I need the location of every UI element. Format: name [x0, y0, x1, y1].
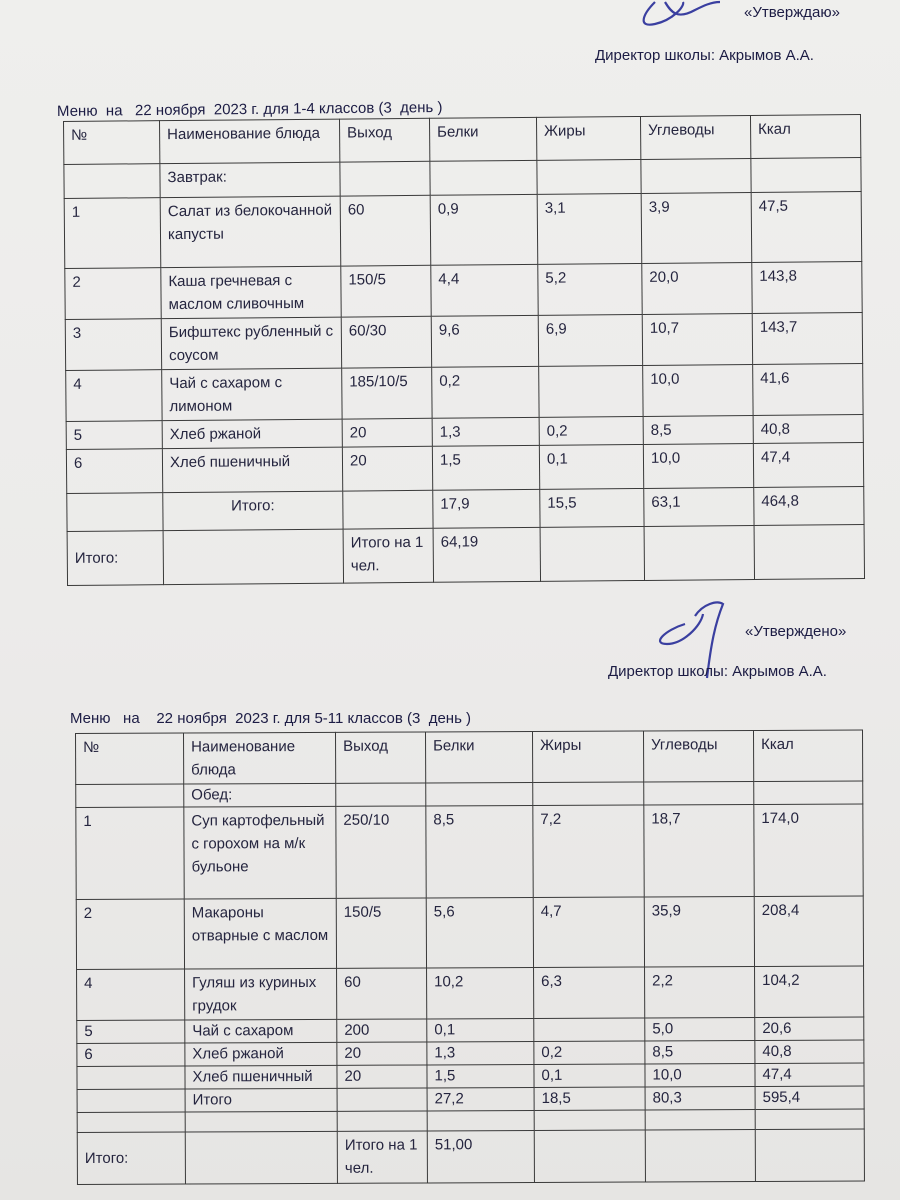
cell-protein: 8,5 — [426, 806, 533, 898]
cell-protein: 1,3 — [432, 417, 539, 446]
cell-dish: Хлеб ржаной — [185, 1042, 337, 1066]
cell-dish: Хлеб пшеничный — [185, 1065, 337, 1089]
menu-title-2: Меню на 22 ноября 2023 г. для 5-11 классов (3 день ) — [70, 710, 472, 727]
menu-table-1 — [63, 114, 865, 586]
approval-label-1: «Утверждаю» — [744, 4, 840, 21]
cell-carbs: 3,9 — [641, 192, 752, 263]
director-line-2: Директор школы: Акрымов А.А. — [608, 663, 827, 680]
cell-kcal: 20,6 — [755, 1017, 864, 1040]
meal-label: Обед: — [184, 783, 336, 807]
cell-yield: 20 — [337, 1042, 427, 1065]
cell-carbs: 20,0 — [642, 262, 752, 314]
cell-number: 1 — [76, 807, 184, 899]
cell-protein: 4,4 — [431, 264, 538, 316]
header-protein: Белки — [429, 117, 536, 161]
meal-row — [76, 781, 863, 807]
header-number: № — [76, 733, 184, 784]
header-carbs: Углеводы — [643, 731, 753, 782]
footer-label: Итого: — [77, 1132, 185, 1184]
total-carbs: 63,1 — [644, 487, 754, 526]
cell-yield: 20 — [342, 418, 432, 447]
header-yield: Выход — [335, 732, 425, 783]
cell-dish: Чай с сахаром — [185, 1019, 337, 1043]
signature-1 — [625, 0, 745, 40]
cell-dish: Каша гречневая с маслом сливочным — [161, 266, 341, 319]
header-number: № — [64, 121, 160, 165]
cell-fat: 0,1 — [539, 444, 643, 489]
cell-number: 4 — [77, 969, 185, 1020]
cell-dish: Салат из белокочанной капусты — [160, 196, 341, 268]
cell-carbs: 5,0 — [645, 1018, 755, 1041]
table-row — [65, 262, 862, 320]
per-person-label: Итого на 1 чел. — [337, 1131, 427, 1183]
footer-label: Итого: — [67, 531, 163, 586]
cell-yield: 60/30 — [341, 316, 431, 368]
footer-row — [77, 1129, 864, 1184]
cell-kcal: 47,4 — [755, 1063, 864, 1086]
cell-fat: 3,1 — [537, 193, 642, 264]
cell-protein: 1,5 — [427, 1065, 534, 1088]
cell-number: 1 — [64, 198, 161, 269]
total-label: Итого: — [163, 491, 343, 531]
table-row — [77, 1040, 864, 1066]
cell-number — [77, 1066, 185, 1089]
per-person-value: 64,19 — [433, 527, 540, 582]
cell-carbs: 35,9 — [644, 897, 754, 967]
total-kcal: 464,8 — [754, 487, 864, 526]
table-row — [76, 896, 863, 969]
menu-title-1: Меню на 22 ноября 2023 г. для 1-4 классов (3 день ) — [56, 98, 443, 121]
cell-yield: 200 — [337, 1019, 427, 1042]
cell-number: 6 — [77, 1043, 185, 1066]
cell-number: 5 — [77, 1020, 185, 1043]
total-carbs: 80,3 — [645, 1087, 755, 1110]
cell-protein: 0,9 — [430, 194, 538, 265]
cell-yield: 250/10 — [336, 806, 426, 898]
header-kcal: Ккал — [750, 115, 860, 159]
cell-kcal: 40,8 — [755, 1040, 864, 1063]
table-row — [77, 1017, 864, 1043]
cell-fat: 5,2 — [538, 263, 642, 315]
approval-label-2: «Утверждено» — [745, 623, 847, 640]
meal-label: Завтрак: — [160, 162, 340, 198]
cell-dish: Чай с сахаром с лимоном — [162, 368, 342, 421]
cell-kcal: 104,2 — [755, 966, 864, 1017]
table-row — [77, 1063, 864, 1089]
cell-kcal: 174,0 — [754, 804, 863, 896]
cell-kcal: 41,6 — [753, 364, 863, 416]
header-fat: Жиры — [536, 116, 640, 160]
table-row — [66, 364, 863, 422]
total-fat: 18,5 — [534, 1087, 645, 1110]
cell-protein: 1,3 — [427, 1042, 534, 1065]
header-fat: Жиры — [532, 731, 643, 782]
cell-protein: 5,6 — [426, 898, 533, 968]
cell-number: 2 — [65, 268, 161, 320]
cell-yield: 60 — [337, 968, 427, 1019]
cell-protein: 9,6 — [431, 315, 538, 367]
cell-carbs: 18,7 — [644, 805, 754, 897]
cell-kcal: 143,8 — [752, 262, 862, 314]
cell-fat: 4,7 — [533, 897, 644, 967]
cell-number: 4 — [66, 370, 162, 422]
cell-dish: Макароны отварные с маслом — [184, 898, 336, 969]
header-yield: Выход — [339, 118, 429, 162]
table-header-row — [64, 115, 861, 165]
cell-number: 6 — [66, 449, 162, 494]
cell-dish: Хлеб ржаной — [162, 419, 342, 449]
total-row — [77, 1086, 864, 1112]
total-fat: 15,5 — [540, 488, 644, 527]
cell-number: 2 — [76, 899, 184, 969]
table-row — [65, 313, 862, 371]
cell-kcal: 143,7 — [752, 313, 862, 365]
cell-dish: Хлеб пшеничный — [162, 447, 342, 493]
cell-carbs: 2,2 — [645, 967, 755, 1018]
cell-yield: 20 — [342, 446, 432, 491]
table-row — [66, 443, 863, 494]
header-kcal: Ккал — [753, 730, 862, 781]
table-row — [77, 966, 864, 1020]
per-person-value: 51,00 — [427, 1131, 534, 1183]
total-label: Итого — [185, 1088, 337, 1112]
cell-carbs: 10,0 — [643, 364, 753, 416]
cell-fat: 0,2 — [539, 416, 643, 445]
table-row — [64, 192, 862, 269]
cell-protein: 1,5 — [432, 445, 539, 490]
header-protein: Белки — [425, 732, 532, 783]
cell-yield: 150/5 — [341, 265, 431, 317]
menu-table-2 — [75, 730, 865, 1185]
cell-yield: 20 — [337, 1065, 427, 1088]
header-dish-name: Наименование блюда — [184, 732, 336, 784]
cell-carbs: 10,0 — [643, 443, 753, 488]
footer-row — [67, 525, 864, 586]
cell-dish: Суп картофельный с горохом на м/к бульоне — [184, 806, 336, 899]
cell-number: 3 — [65, 319, 161, 371]
header-carbs: Углеводы — [640, 116, 750, 160]
cell-protein: 0,1 — [427, 1019, 534, 1042]
total-protein: 17,9 — [433, 489, 540, 528]
cell-fat: 6,3 — [534, 967, 645, 1018]
cell-kcal: 47,5 — [751, 192, 862, 263]
cell-yield: 60 — [340, 195, 431, 266]
cell-dish: Гуляш из куриных грудок — [185, 968, 337, 1020]
cell-fat — [534, 1018, 645, 1041]
cell-carbs: 10,0 — [645, 1064, 755, 1087]
cell-fat: 0,2 — [534, 1041, 645, 1064]
cell-kcal: 47,4 — [753, 443, 863, 488]
table-header-row — [76, 730, 863, 784]
cell-number: 5 — [66, 421, 162, 450]
header-dish-name: Наименование блюда — [160, 119, 340, 164]
cell-kcal: 40,8 — [753, 415, 863, 444]
total-protein: 27,2 — [427, 1088, 534, 1111]
cell-dish: Бифштекс рубленный с соусом — [161, 317, 341, 370]
cell-kcal: 208,4 — [754, 896, 863, 966]
cell-yield: 150/5 — [336, 898, 426, 968]
total-kcal: 595,4 — [755, 1086, 864, 1109]
cell-yield: 185/10/5 — [342, 367, 432, 419]
table-row — [76, 804, 863, 899]
cell-fat — [539, 365, 643, 417]
cell-carbs: 8,5 — [643, 415, 753, 444]
cell-protein: 0,2 — [432, 366, 539, 418]
cell-fat: 0,1 — [534, 1064, 645, 1087]
director-line-1: Директор школы: Акрымов А.А. — [595, 47, 814, 64]
cell-carbs: 8,5 — [645, 1041, 755, 1064]
cell-fat: 7,2 — [533, 805, 644, 897]
cell-protein: 10,2 — [427, 968, 534, 1019]
cell-fat: 6,9 — [538, 314, 642, 366]
per-person-label: Итого на 1 чел. — [343, 528, 433, 583]
cell-carbs: 10,7 — [642, 313, 752, 365]
